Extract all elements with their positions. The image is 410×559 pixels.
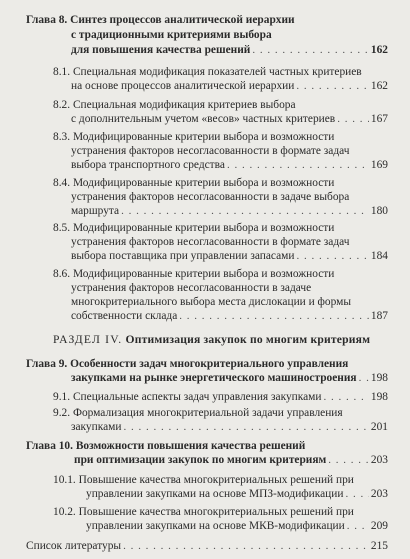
entry-8-2-line-1 [53, 99, 296, 112]
entry-9-2-last-line [71, 421, 388, 434]
entry-10-1-last-line [86, 488, 388, 501]
entry-10-1-page: 203 [370, 488, 388, 500]
entry-9-2-page: 201 [370, 421, 388, 433]
entry-10-1-line-2: управлении закупками на основе МПЗ-модификации [86, 488, 344, 500]
entry-8-6-page: 187 [370, 310, 388, 322]
entry-9-1-text: Специальные аспекты задач управления закупками [72, 391, 322, 403]
chapter-8-title-last-line [71, 44, 388, 57]
entry-9-1-page: 198 [370, 391, 388, 403]
entry-8-5-line-2: устранения факторов несогласованности в формате задач [71, 236, 350, 248]
entry-9-2-line-1 [53, 407, 343, 420]
entry-8-6-line-1 [53, 268, 334, 281]
leader-dots [296, 80, 369, 93]
entry-9-2-text: Формализация многокритериальной задачи управления [72, 407, 343, 419]
entry-8-3-line-1 [53, 131, 334, 144]
leader-dots [328, 454, 369, 467]
entry-8-6-line-3: многокритериального выбора места дислокации и формы [71, 296, 352, 308]
entry-8-5-number: 8.5. [53, 222, 71, 234]
section-4-label: РАЗДЕЛ IV. [53, 333, 123, 346]
entry-9-1-line [53, 391, 388, 404]
chapter-9-title-last-line [71, 372, 388, 385]
chapter-10-page: 203 [370, 454, 388, 466]
entry-8-2-number: 8.2. [53, 99, 71, 111]
entry-8-2-page: 167 [370, 113, 388, 125]
leader-dots [123, 421, 368, 434]
entry-8-1-page: 162 [370, 80, 388, 92]
entry-8-4-number: 8.4. [53, 177, 71, 189]
entry-8-4-page: 180 [370, 205, 388, 217]
leader-dots [179, 310, 369, 323]
entry-8-3-last-line [71, 159, 388, 172]
leader-dots [296, 250, 368, 263]
entry-8-5-page: 184 [370, 250, 388, 262]
bibliography-line [26, 540, 388, 553]
entry-8-1-last-line [71, 80, 388, 93]
entry-9-1-number: 9.1. [53, 391, 71, 403]
entry-8-1-number: 8.1. [53, 66, 71, 78]
leader-dots [121, 205, 369, 218]
entry-8-2-last-line [71, 113, 388, 126]
entry-8-6-line-2: устранения факторов несогласованности в задаче [71, 282, 312, 294]
chapter-8-page: 162 [370, 44, 388, 56]
chapter-9-page: 198 [370, 372, 388, 384]
leader-dots [337, 113, 369, 126]
entry-8-3-number: 8.3. [53, 131, 71, 143]
entry-8-4-line-1 [53, 177, 334, 190]
leader-dots [227, 159, 369, 172]
leader-dots [347, 520, 369, 533]
entry-8-4-line-2: устранения факторов несогласованности в задаче выбора [71, 191, 350, 203]
entry-8-6-text: Модифицированные критерии выбора и возможности [72, 268, 335, 280]
leader-dots [359, 372, 369, 385]
entry-10-1-text: Повышение качества многокритериальных решений при [78, 474, 354, 486]
entry-10-2-last-line [86, 520, 388, 533]
entry-10-2-page: 209 [370, 520, 388, 532]
entry-10-2-line-1 [53, 506, 354, 519]
entry-8-1-line-1 [53, 66, 362, 79]
entry-10-1-number: 10.1. [53, 474, 76, 486]
section-4-heading [53, 333, 370, 346]
leader-dots [252, 44, 369, 57]
entry-8-6-number: 8.6. [53, 268, 71, 280]
chapter-9-title-line-1: Глава 9. Особенности задач многокритериального управления [26, 358, 349, 370]
entry-10-2-text: Повышение качества многокритериальных решений при [78, 506, 354, 518]
bibliography-title: Список литературы [26, 540, 122, 552]
entry-8-3-text: Модифицированные критерии выбора и возможности [72, 131, 335, 143]
section-4-title: Оптимизация закупок по многим критериям [125, 333, 371, 346]
entry-10-1-line-1 [53, 474, 354, 487]
entry-9-2-number: 9.2. [53, 407, 71, 419]
entry-8-6-last-line [71, 310, 388, 323]
entry-8-3-line-2: устранения факторов несогласованности в формате задач [71, 145, 350, 157]
entry-8-5-line-3: выбора поставщика при управлении запасами [71, 250, 295, 262]
entry-8-5-last-line [71, 250, 388, 263]
chapter-8-title-line-3: для повышения качества решений [71, 44, 251, 56]
entry-8-2-text: Специальная модификация критериев выбора [72, 99, 296, 111]
entry-8-5-line-1 [53, 222, 334, 235]
entry-8-3-line-3: выбора транспортного средства [71, 159, 225, 171]
entry-9-2-line-2: закупками [71, 421, 122, 433]
entry-8-1-line-2: на основе процессов аналитической иерархии [71, 80, 295, 92]
leader-dots [345, 488, 368, 501]
entry-8-5-text: Модифицированные критерии выбора и возможности [72, 222, 335, 234]
leader-dots [323, 391, 368, 404]
chapter-9-title-line-2: закупками на рынке энергетического машиностроения [71, 372, 357, 384]
entry-8-4-line-3: маршрута [71, 205, 120, 217]
entry-8-1-text: Специальная модификация показателей частных критериев [72, 66, 362, 78]
entry-8-2-line-2: с дополнительным учетом «весов» частных критериев [71, 113, 336, 125]
entry-8-4-last-line [71, 205, 388, 218]
bibliography-page: 215 [370, 540, 388, 552]
entry-8-6-line-4: собственности склада [71, 310, 178, 322]
chapter-10-title-line-2: при оптимизации закупок по многим критериям [74, 454, 327, 466]
leader-dots [123, 540, 369, 553]
entry-10-2-line-2: управлении закупками на основе МКВ-модификации [86, 520, 345, 532]
chapter-8-title-line-1: Глава 8. Синтез процессов аналитической иерархии [26, 14, 295, 26]
chapter-10-title-line-1: Глава 10. Возможности повышения качества решений [26, 440, 306, 452]
entry-8-4-text: Модифицированные критерии выбора и возможности [72, 177, 335, 189]
entry-8-3-page: 169 [370, 159, 388, 171]
entry-10-2-number: 10.2. [53, 506, 76, 518]
chapter-8-title-line-2: с традиционными критериями выбора [71, 29, 272, 41]
chapter-10-title-last-line [74, 454, 388, 467]
